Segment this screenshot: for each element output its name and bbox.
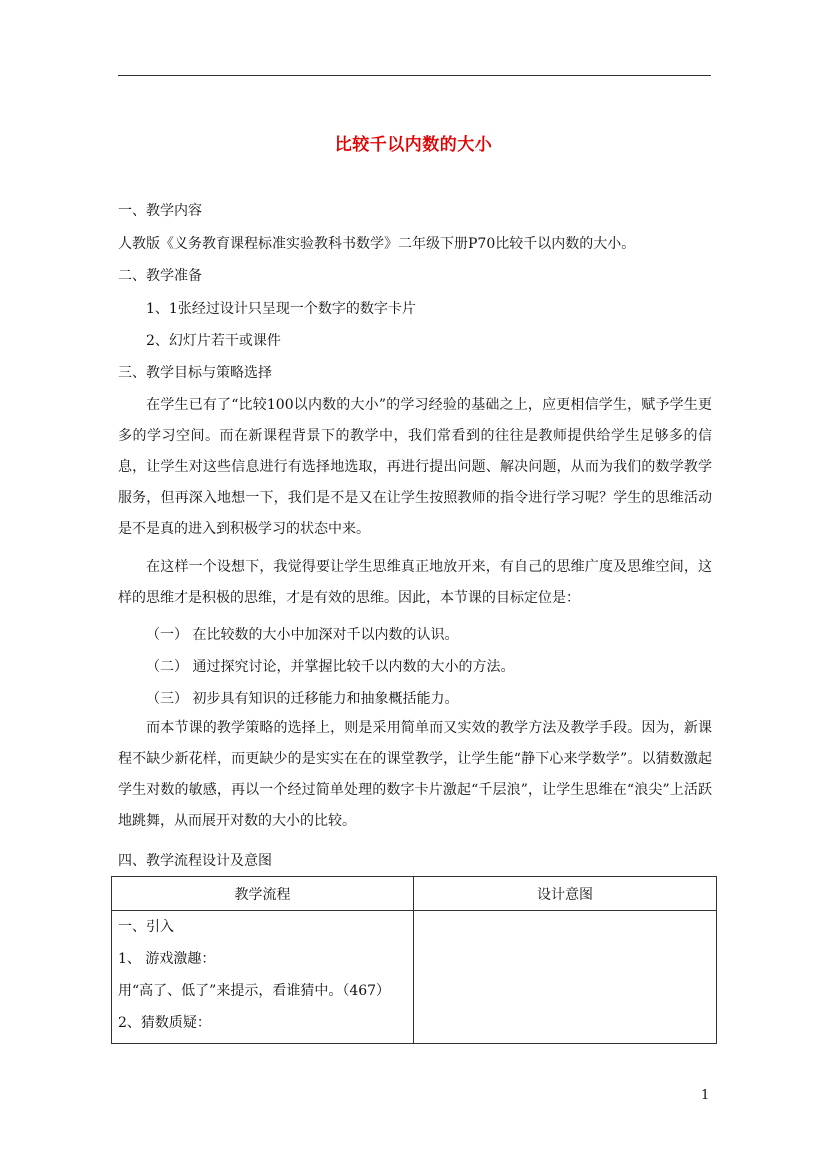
section-4-heading: 四、教学流程设计及意图	[118, 853, 272, 869]
page-number: 1	[701, 1088, 710, 1103]
table-row	[112, 911, 717, 1044]
table-header-intent: 设计意图	[414, 877, 717, 911]
section-1-heading: 一、教学内容	[118, 203, 202, 219]
intent-cell	[414, 911, 717, 1044]
goal-3: （三） 初步具有知识的迁移能力和抽象概括能力。	[146, 691, 459, 707]
document-title: 比较千以内数的大小	[334, 135, 493, 155]
table-header-row	[112, 877, 717, 911]
table-header-flow: 教学流程	[112, 877, 414, 911]
section-3-heading: 三、教学目标与策略选择	[118, 365, 272, 381]
flow-cell	[112, 911, 414, 1044]
section-2-heading: 二、教学准备	[118, 268, 202, 284]
paragraph-2: 在这样一个设想下，我觉得要让学生思维真正地放开来，有自己的思维广度及思维空间，这样的思维才是积极的思维，才是有效的思维。因此，本节课的目标定位是：	[118, 559, 712, 606]
goal-2: （二） 通过探究讨论，并掌握比较千以内数的大小的方法。	[146, 659, 515, 675]
prep-item-2: 2、幻灯片若干或课件	[146, 333, 281, 349]
flow-line: 一、引入	[118, 919, 174, 935]
flow-line: 2、猜数质疑：	[118, 1015, 211, 1031]
header-rule	[118, 75, 711, 76]
prep-item-1: 1、1张经过设计只呈现一个数字的数字卡片	[146, 301, 416, 317]
section-1-text: 人教版《义务教育课程标准实验教科书数学》二年级下册P70比较千以内数的大小。	[118, 236, 636, 252]
flow-line: 1、 游戏激趣：	[118, 951, 216, 967]
goal-1: （一） 在比较数的大小中加深对千以内数的认识。	[146, 627, 459, 643]
flow-table	[111, 876, 717, 1044]
paragraph-3: 而本节课的教学策略的选择上，则是采用简单而又实效的教学方法及教学手段。因为，新课程不缺少新花样，而更缺少的是实实在在的课堂教学，让学生能“静下心来学数学”。以猜数激起学生对数的敏感，再以一个经过简单处理的数字卡片激起“千层浪”，让学生思维在“浪尖”上活跃地跳舞，从而展开对数的大小的比较。	[118, 720, 712, 829]
flow-line: 用“高了、低了”来提示，看谁猜中。（467）	[118, 983, 391, 999]
paragraph-1: 在学生已有了“比较100以内数的大小”的学习经验的基础之上，应更相信学生，赋予学生更多的学习空间。而在新课程背景下的教学中，我们常看到的往往是教师提供给学生足够多的信息，让学生对这些信息进行有选择地选取，再进行提出问题、解决问题，从而为我们的数学教学服务，但再深入地想一下，我们是不是又在让学生按照教师的指令进行学习呢？学生的思维活动是不是真的进入到积极学习的状态中来。	[118, 397, 712, 537]
